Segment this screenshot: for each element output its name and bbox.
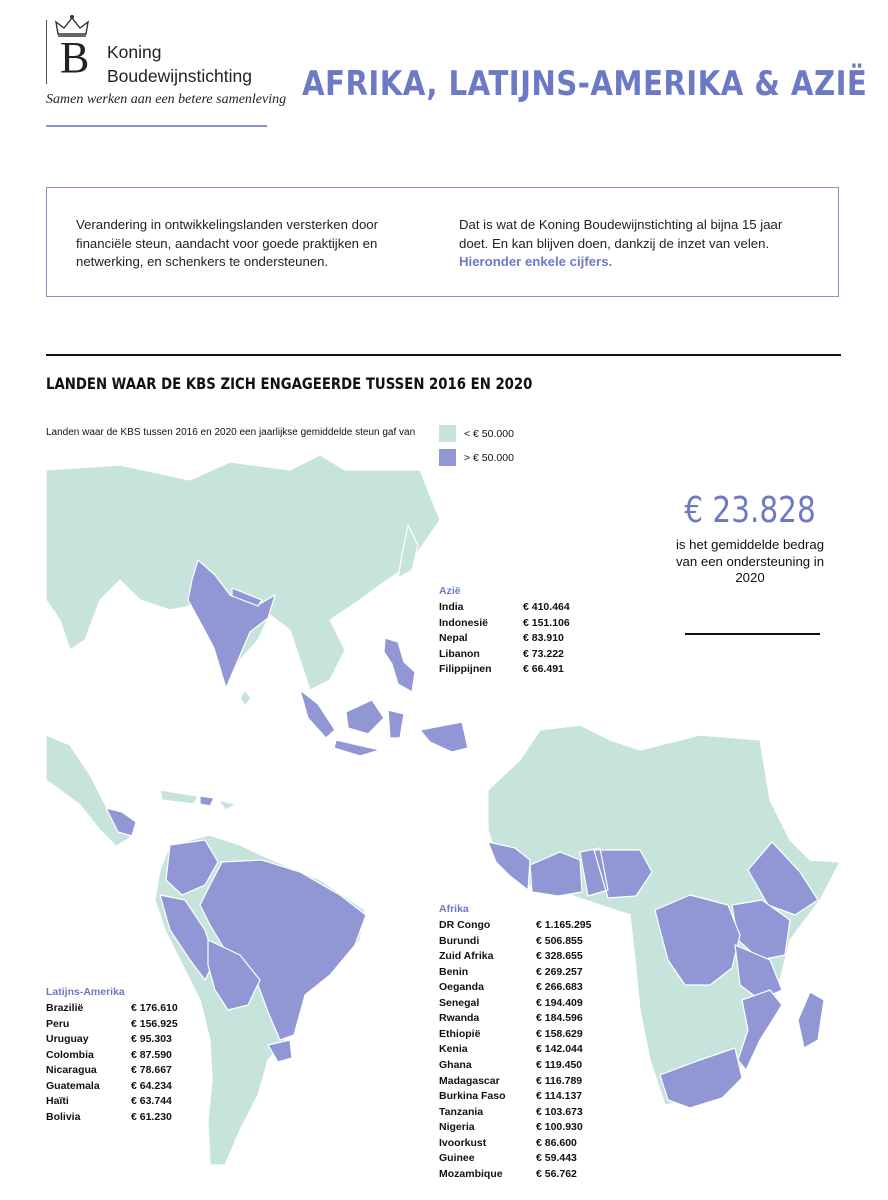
legend-label-high: > € 50.000 [464, 452, 514, 464]
table-row [439, 1106, 639, 1120]
support-amount: € 64.234 [131, 1079, 172, 1092]
intro-right-text: Dat is wat de Koning Boudewijnstichting al bijna 15 jaar doet. En kan blijven doen, dankzij de inzet van velen. [459, 217, 783, 251]
table-row [46, 1033, 246, 1047]
country-name: Burkina Faso [439, 1090, 506, 1103]
table-row [439, 997, 639, 1011]
table-row [439, 950, 639, 964]
country-name: Zuid Afrika [439, 950, 494, 963]
table-row [439, 632, 639, 646]
support-amount: € 176.610 [131, 1002, 178, 1014]
support-amount: € 142.044 [536, 1043, 583, 1056]
country-name: Ivoorkust [439, 1136, 487, 1149]
page-title: AFRIKA, LATIJNS-AMERIKA & AZIË [302, 64, 868, 104]
support-amount: € 1.165.295 [536, 919, 592, 931]
table-row [439, 663, 639, 677]
support-amount: € 61.230 [131, 1110, 172, 1123]
support-amount: € 87.590 [131, 1048, 172, 1061]
country-name: Brazilië [46, 1002, 84, 1014]
map-philippines [384, 638, 415, 692]
section-divider [46, 354, 841, 356]
table-row [46, 1002, 246, 1016]
table-row [439, 1043, 639, 1057]
support-amount: € 410.464 [523, 601, 570, 613]
support-amount: € 269.257 [536, 965, 583, 978]
table-row [439, 601, 639, 615]
table-row [46, 1049, 246, 1063]
table-row [439, 1090, 639, 1104]
support-amount: € 328.655 [536, 950, 583, 963]
table-row [439, 1152, 639, 1166]
map-indonesia [300, 690, 468, 756]
support-amount: € 158.629 [536, 1027, 583, 1040]
country-name: Guatemala [46, 1079, 100, 1092]
country-name: Tanzania [439, 1105, 484, 1118]
support-amount: € 151.106 [523, 616, 570, 629]
country-name: Nigeria [439, 1121, 475, 1134]
country-name: Libanon [439, 647, 480, 660]
table-row [46, 1018, 246, 1032]
section-title: LANDEN WAAR DE KBS ZICH ENGAGEERDE TUSSEN 2016 EN 2020 [46, 374, 533, 393]
country-name: Filippijnen [439, 663, 492, 675]
table-row [439, 1075, 639, 1089]
table-row [439, 1137, 639, 1151]
table-row [46, 1095, 246, 1109]
support-amount: € 66.491 [523, 663, 564, 675]
support-amount: € 184.596 [536, 1012, 583, 1025]
region-title-latijns-amerika: Latijns-Amerika [46, 986, 125, 998]
support-amount: € 119.450 [536, 1058, 583, 1071]
support-amount: € 78.667 [131, 1064, 172, 1076]
table-row [439, 919, 639, 933]
table-row [439, 1168, 639, 1182]
country-name: Uruguay [46, 1033, 89, 1045]
support-amount: € 506.855 [536, 934, 583, 947]
country-name: Burundi [439, 934, 480, 947]
support-amount: € 156.925 [131, 1017, 178, 1030]
support-amount: € 103.673 [536, 1105, 583, 1118]
intro-figures-link[interactable]: Hieronder enkele cijfers. [459, 254, 613, 269]
logo-line-1: Koning [107, 42, 162, 62]
support-amount: € 86.600 [536, 1136, 577, 1149]
country-name: Madagascar [439, 1074, 500, 1087]
support-amount: € 266.683 [536, 981, 583, 994]
table-row [439, 935, 639, 949]
stat-caption: is het gemiddelde bedrag van een ondersteuning in 2020 [675, 537, 825, 585]
region-title-afrika: Afrika [439, 903, 469, 915]
table-row [439, 981, 639, 995]
map-asia-low [46, 455, 440, 690]
country-name: DR Congo [439, 919, 491, 931]
country-name: Peru [46, 1017, 70, 1030]
support-amount: € 100.930 [536, 1121, 583, 1134]
map-caribbean-low [160, 790, 236, 810]
country-name: Nepal [439, 632, 468, 644]
country-name: India [439, 601, 464, 613]
support-amount: € 56.762 [536, 1167, 577, 1180]
table-row [439, 648, 639, 662]
legend-swatch-low [439, 425, 456, 442]
support-amount: € 63.744 [131, 1095, 172, 1107]
support-amount: € 73.222 [523, 647, 564, 660]
country-name: Guinee [439, 1152, 475, 1165]
intro-left-text: Verandering in ontwikkelingslanden versterken door financiële steun, aandacht voor goede praktijken en netwerking, en schenkers te ondersteunen. [76, 217, 379, 269]
country-name: Ghana [439, 1058, 472, 1071]
country-name: Nicaragua [46, 1064, 97, 1076]
table-row [439, 966, 639, 980]
support-amount: € 59.443 [536, 1152, 577, 1165]
legend-label-low: < € 50.000 [464, 428, 514, 440]
support-amount: € 95.303 [131, 1033, 172, 1045]
country-name: Indonesië [439, 616, 489, 629]
legend-swatch-high [439, 449, 456, 466]
table-row [46, 1080, 246, 1094]
table-row [46, 1064, 246, 1078]
map-madagascar [798, 992, 824, 1048]
country-name: Ethiopië [439, 1027, 481, 1040]
map-sri-lanka [240, 690, 251, 706]
country-name: Mozambique [439, 1167, 503, 1180]
table-row [439, 1012, 639, 1026]
table-row [439, 1121, 639, 1135]
support-amount: € 114.137 [536, 1090, 583, 1103]
table-row [439, 617, 639, 631]
logo-wordmark [107, 40, 252, 88]
support-amount: € 116.789 [536, 1074, 583, 1087]
country-name: Haïti [46, 1095, 69, 1107]
logo-line-2: Boudewijnstichting [107, 66, 252, 86]
legend-description: Landen waar de KBS tussen 2016 en 2020 een jaarlijkse gemiddelde steun gaf van [46, 427, 416, 438]
support-amount: € 194.409 [536, 996, 583, 1009]
region-title-azie: Azië [439, 585, 461, 597]
intro-right-block [459, 216, 789, 272]
country-name: Oeganda [439, 981, 484, 994]
country-name: Colombia [46, 1048, 94, 1061]
country-name: Senegal [439, 996, 480, 1009]
country-name: Bolivia [46, 1110, 81, 1123]
stat-amount: € 23.828 [684, 490, 816, 531]
table-row [439, 1028, 639, 1042]
country-name: Kenia [439, 1043, 468, 1056]
logo-tagline: Samen werken aan een betere samenleving [46, 92, 287, 107]
logo-divider [46, 20, 47, 84]
logo-letter: B [60, 33, 90, 82]
support-amount: € 83.910 [523, 632, 564, 644]
country-name: Rwanda [439, 1012, 480, 1025]
table-row [46, 1111, 246, 1125]
map-haiti [200, 796, 214, 806]
table-row [439, 1059, 639, 1073]
logo-underline [46, 125, 267, 127]
stat-underline [685, 633, 820, 635]
country-name: Benin [439, 965, 469, 978]
